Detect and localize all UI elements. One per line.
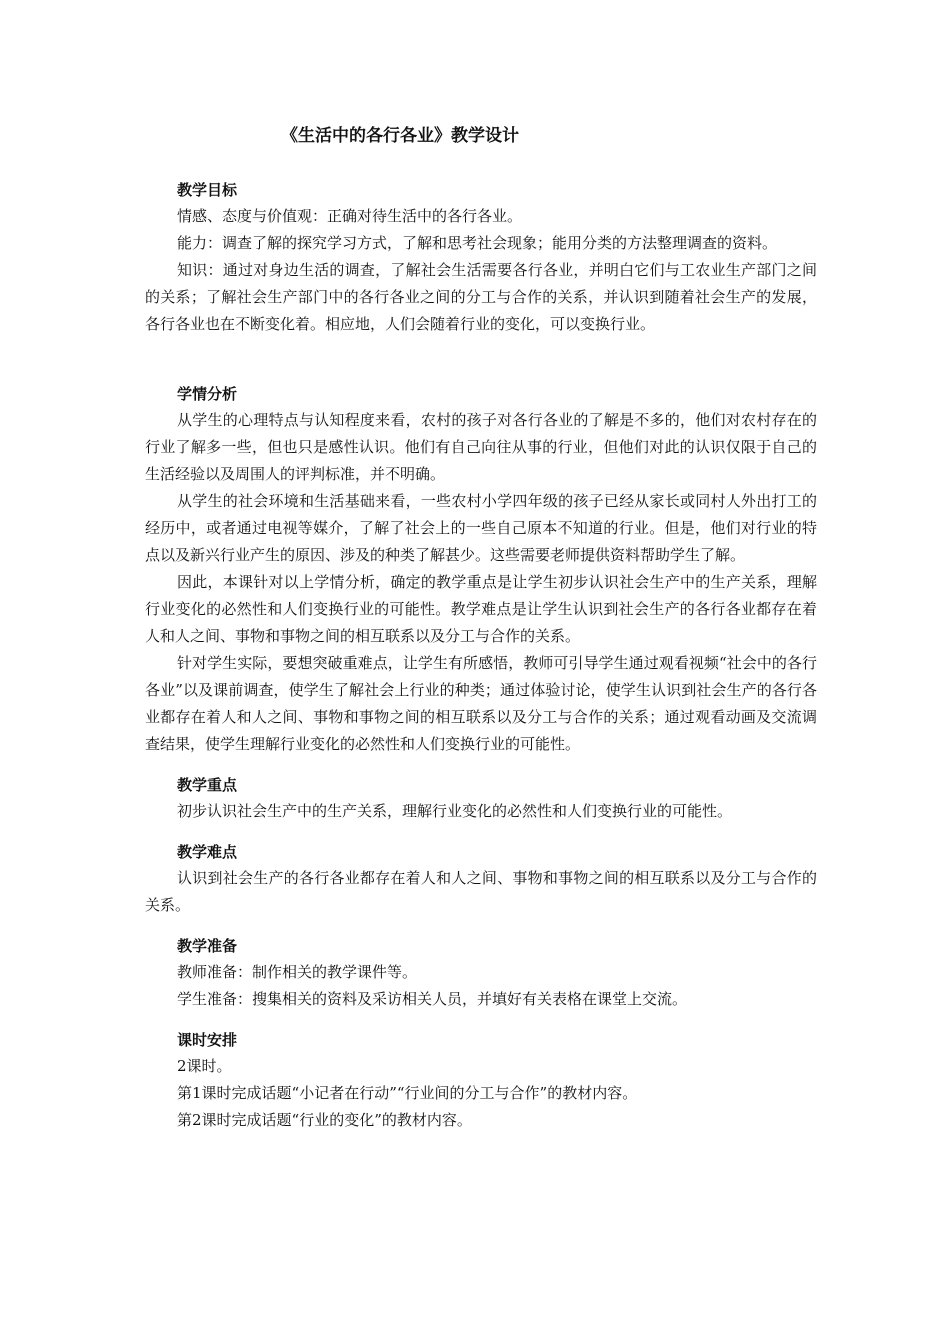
paragraph: 知识：通过对身边生活的调查，了解社会生活需要各行各业，并明白它们与工农业生产部门之间的关系；了解社会生产部门中的各行各业之间的分工与合作的关系，并认识到随着社会生产的发展，各行各业也在不断变化着。相应地，人们会随着行业的变化，可以变换行业。	[145, 261, 817, 333]
section-heading: 教学重点	[177, 776, 238, 794]
section-keypoint	[145, 772, 817, 825]
section-preparation	[145, 933, 817, 1013]
section-heading: 教学难点	[177, 843, 238, 861]
section-heading: 学情分析	[177, 385, 238, 403]
section-heading: 教学目标	[177, 181, 238, 199]
section-objectives	[145, 177, 817, 338]
paragraph: 能力：调查了解的探究学习方式，了解和思考社会现象；能用分类的方法整理调查的资料。	[177, 234, 778, 252]
section-analysis	[145, 381, 817, 758]
section-heading: 课时安排	[177, 1031, 238, 1049]
paragraph: 从学生的心理特点与认知程度来看，农村的孩子对各行各业的了解是不多的，他们对农村存在的行业了解多一些，但也只是感性认识。他们有自己向往从事的行业，但他们对此的认识仅限于自己的生活经验以及周围人的评判标准，并不明确。	[145, 411, 817, 483]
paragraph: 教师准备：制作相关的教学课件等。	[177, 963, 418, 981]
document-title: 《生活中的各行各业》教学设计	[281, 126, 519, 146]
paragraph: 第1课时完成话题“小记者在行动”“行业间的分工与合作”的教材内容。	[177, 1084, 638, 1102]
paragraph: 从学生的社会环境和生活基础来看，一些农村小学四年级的孩子已经从家长或同村人外出打工的经历中，或者通过电视等媒介，了解了社会上的一些自己原本不知道的行业。但是，他们对行业的特点以及新兴行业产生的原因、涉及的种类了解甚少。这些需要老师提供资料帮助学生了解。	[145, 492, 817, 564]
section-heading: 教学准备	[177, 937, 238, 955]
paragraph: 因此，本课针对以上学情分析，确定的教学重点是让学生初步认识社会生产中的生产关系，理解行业变化的必然性和人们变换行业的可能性。教学难点是让学生认识到社会生产的各行各业都存在着人和人之间、事物和事物之间的相互联系以及分工与合作的关系。	[145, 573, 817, 645]
section-difficulty	[145, 839, 817, 919]
paragraph: 针对学生实际，要想突破重难点，让学生有所感悟，教师可引导学生通过观看视频“社会中的各行各业”以及课前调查，使学生了解社会上行业的种类；通过体验讨论，使学生认识到社会生产的各行各业都存在着人和人之间、事物和事物之间的相互联系以及分工与合作的关系；通过观看动画及交流调查结果，使学生理解行业变化的必然性和人们变换行业的可能性。	[145, 654, 817, 753]
paragraph: 第2课时完成话题“行业的变化”的教材内容。	[177, 1111, 472, 1129]
paragraph: 认识到社会生产的各行各业都存在着人和人之间、事物和事物之间的相互联系以及分工与合作的关系。	[145, 869, 817, 914]
document-body	[145, 177, 817, 1134]
paragraph: 2课时。	[177, 1057, 232, 1075]
section-schedule	[145, 1027, 817, 1134]
paragraph: 初步认识社会生产中的生产关系，理解行业变化的必然性和人们变换行业的可能性。	[177, 802, 733, 820]
paragraph: 情感、态度与价值观：正确对待生活中的各行各业。	[177, 207, 523, 225]
paragraph: 学生准备：搜集相关的资料及采访相关人员，并填好有关表格在课堂上交流。	[177, 990, 688, 1008]
